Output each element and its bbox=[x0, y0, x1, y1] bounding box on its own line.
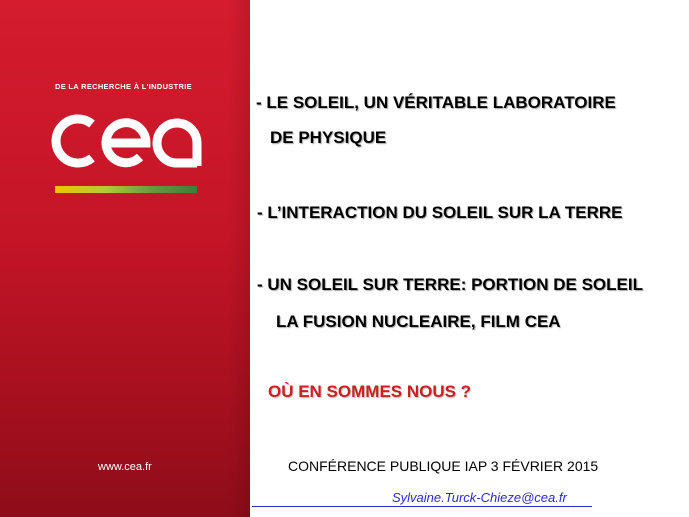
cea-website-link[interactable]: www.cea.fr bbox=[98, 461, 152, 473]
question-heading: OÙ EN SOMMES NOUS ? bbox=[268, 382, 472, 401]
bullet-soleil-sur-terre: - UN SOLEIL SUR TERRE: PORTION DE SOLEIL bbox=[257, 275, 643, 294]
bullet-soleil-laboratoire: - LE SOLEIL, UN VÉRITABLE LABORATOIRE bbox=[256, 93, 616, 112]
conference-info: CONFÉRENCE PUBLIQUE IAP 3 FÉVRIER 2015 bbox=[288, 458, 599, 474]
brand-panel bbox=[0, 0, 250, 517]
bullet-interaction-soleil-terre: - L’INTERACTION DU SOLEIL SUR LA TERRE bbox=[257, 203, 623, 222]
logo-color-bar bbox=[55, 186, 197, 193]
author-email-link[interactable]: Sylvaine.Turck-Chieze@cea.fr bbox=[392, 490, 567, 505]
bullet-de-physique: DE PHYSIQUE bbox=[270, 128, 387, 147]
bullet-fusion-nucleaire: LA FUSION NUCLEAIRE, FILM CEA bbox=[276, 312, 561, 331]
cea-tagline: DE LA RECHERCHE À L'INDUSTRIE bbox=[55, 82, 192, 91]
cea-logo bbox=[46, 100, 206, 176]
email-underline bbox=[252, 506, 592, 507]
